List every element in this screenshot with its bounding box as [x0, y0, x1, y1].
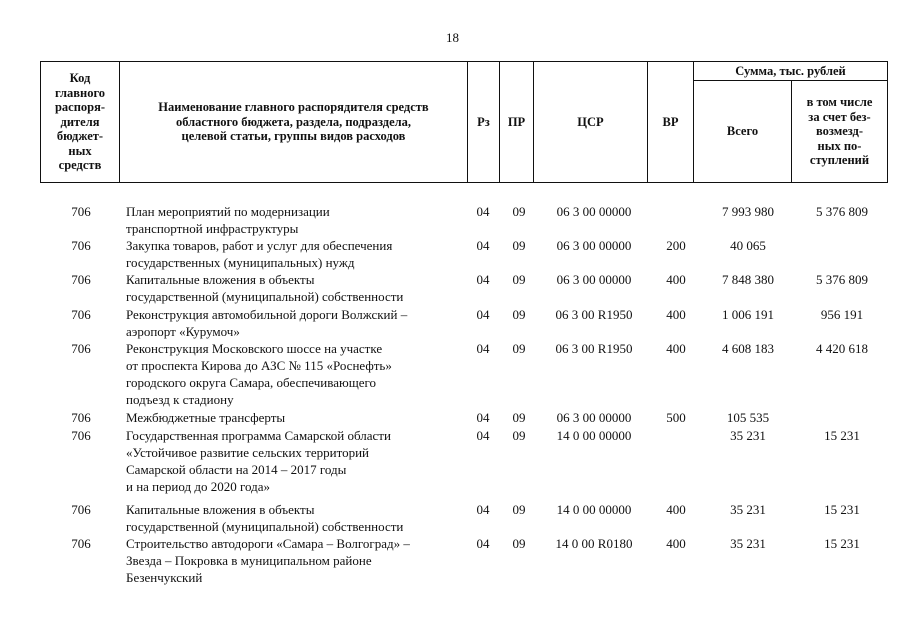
header-name-line: областного бюджета, раздела, подраздела, — [175, 114, 412, 129]
cell-code: 706 — [71, 272, 91, 287]
cell-csr: 06 3 00 R1950 — [555, 307, 633, 322]
cell-name-line: Строительство автодороги «Самара – Волгоград» – — [126, 536, 410, 551]
cell-vr: 500 — [666, 410, 686, 425]
cell-csr: 06 3 00 00000 — [556, 410, 632, 425]
cell-free: 5 376 809 — [816, 272, 868, 287]
cell-rz: 04 — [476, 204, 490, 219]
table-row — [40, 306, 887, 340]
cell-name-line: Межбюджетные трансферты — [126, 410, 286, 425]
cell-name — [126, 340, 466, 408]
cell-name-line: «Устойчивое развитие сельских территорий — [126, 445, 370, 460]
header-name-line: целевой статьи, группы видов расходов — [181, 129, 406, 144]
cell-vr: 400 — [666, 536, 686, 551]
cell-code: 706 — [71, 238, 91, 253]
cell-name-line: Закупка товаров, работ и услуг для обеспечения — [126, 238, 393, 253]
cell-pr: 09 — [512, 204, 526, 219]
cell-free: 4 420 618 — [816, 341, 868, 356]
table-row — [40, 271, 887, 306]
header-sum-title: Сумма, тыс. рублей — [694, 62, 888, 81]
header-free-line: за счет без- — [808, 109, 871, 124]
cell-rz: 04 — [476, 238, 490, 253]
header-code — [41, 62, 120, 183]
cell-name-line: Реконструкция Московского шоссе на участке — [126, 341, 383, 356]
cell-code: 706 — [71, 428, 91, 443]
cell-free: 15 231 — [824, 502, 860, 517]
header-rz: Рз — [468, 62, 500, 183]
cell-pr: 09 — [512, 272, 526, 287]
cell-name-line: Капитальные вложения в объекты — [126, 272, 315, 287]
cell-pr: 09 — [512, 341, 526, 356]
cell-name-line: государственных (муниципальных) нужд — [126, 255, 355, 270]
cell-name-line: городского округа Самара, обеспечивающего — [126, 375, 376, 390]
cell-total: 35 231 — [730, 502, 766, 517]
cell-free: 956 191 — [820, 307, 864, 322]
cell-rz: 04 — [476, 536, 490, 551]
cell-free: 15 231 — [824, 428, 860, 443]
header-free-line: возмезд- — [815, 124, 864, 139]
header-csr: ЦСР — [534, 62, 648, 183]
cell-name-line: Звезда – Покровка в муниципальном районе — [126, 553, 372, 568]
cell-name-line: государственной (муниципальной) собственности — [126, 289, 404, 304]
cell-name-line: подъезд к стадиону — [126, 392, 234, 407]
cell-name-line: аэропорт «Курумоч» — [126, 324, 240, 339]
cell-code: 706 — [71, 341, 91, 356]
cell-csr: 06 3 00 00000 — [556, 204, 632, 219]
cell-pr: 09 — [512, 410, 526, 425]
cell-name — [126, 501, 466, 535]
cell-pr: 09 — [512, 307, 526, 322]
header-code-line: ных — [68, 143, 92, 158]
cell-total: 35 231 — [730, 536, 766, 551]
cell-free: 5 376 809 — [816, 204, 868, 219]
cell-rz: 04 — [476, 428, 490, 443]
cell-name — [126, 409, 466, 426]
cell-total: 40 065 — [730, 238, 766, 253]
table-body — [40, 203, 887, 587]
header-code-line: дителя — [60, 114, 100, 129]
table-row — [40, 203, 887, 237]
header-pr: ПР — [500, 62, 534, 183]
cell-pr: 09 — [512, 238, 526, 253]
cell-csr: 14 0 00 00000 — [556, 428, 632, 443]
cell-rz: 04 — [476, 502, 490, 517]
cell-rz: 04 — [476, 341, 490, 356]
header-code-line: Код — [69, 71, 91, 86]
cell-code: 706 — [71, 536, 91, 551]
cell-name — [126, 535, 466, 586]
header-code-line: главного — [54, 85, 106, 100]
header-name-line: Наименование главного распорядителя средств — [158, 100, 429, 115]
cell-name-line: и на период до 2020 года» — [126, 479, 270, 494]
cell-name-line: Государственная программа Самарской области — [126, 428, 391, 443]
cell-code: 706 — [71, 204, 91, 219]
header-free-line: ных по- — [817, 138, 862, 153]
header-vr: ВР — [648, 62, 694, 183]
cell-name-line: от проспекта Кирова до АЗС № 115 «Роснефть» — [126, 358, 392, 373]
cell-name-line: Капитальные вложения в объекты — [126, 502, 315, 517]
header-free-line: ступлений — [809, 153, 870, 168]
header-total: Всего — [694, 81, 792, 183]
cell-csr: 14 0 00 00000 — [556, 502, 632, 517]
header-name — [120, 62, 468, 183]
table-row — [40, 340, 887, 409]
page-number: 18 — [446, 30, 459, 45]
header-code-line: распоря- — [54, 100, 106, 115]
cell-total: 35 231 — [730, 428, 766, 443]
header-free — [792, 81, 888, 183]
cell-vr: 400 — [666, 341, 686, 356]
cell-total: 7 993 980 — [722, 204, 774, 219]
cell-free: 15 231 — [824, 536, 860, 551]
table-row — [40, 535, 887, 587]
cell-csr: 14 0 00 R0180 — [555, 536, 633, 551]
table-row — [40, 501, 887, 535]
table-header — [40, 61, 888, 183]
table-row — [40, 409, 887, 427]
table-row — [40, 427, 887, 501]
cell-name — [126, 203, 466, 237]
cell-name-line: транспортной инфраструктуры — [126, 221, 299, 236]
cell-vr: 400 — [666, 307, 686, 322]
cell-pr: 09 — [512, 428, 526, 443]
header-free-line: в том числе — [806, 95, 873, 110]
cell-total: 7 848 380 — [722, 272, 774, 287]
cell-name-line: План мероприятий по модернизации — [126, 204, 330, 219]
cell-csr: 06 3 00 00000 — [556, 238, 632, 253]
cell-name-line: Реконструкция автомобильной дороги Волжский – — [126, 307, 408, 322]
cell-name — [126, 427, 466, 495]
header-code-line: средств — [58, 158, 102, 173]
cell-code: 706 — [71, 502, 91, 517]
cell-name-line: Самарской области на 2014 – 2017 годы — [126, 462, 347, 477]
cell-vr: 200 — [666, 238, 686, 253]
cell-total: 1 006 191 — [722, 307, 774, 322]
cell-name-line: государственной (муниципальной) собственности — [126, 519, 404, 534]
cell-csr: 06 3 00 R1950 — [555, 341, 633, 356]
cell-rz: 04 — [476, 307, 490, 322]
cell-pr: 09 — [512, 536, 526, 551]
cell-name — [126, 237, 466, 271]
cell-name — [126, 271, 466, 305]
cell-total: 105 535 — [726, 410, 770, 425]
cell-rz: 04 — [476, 410, 490, 425]
table-row — [40, 237, 887, 271]
cell-pr: 09 — [512, 502, 526, 517]
cell-rz: 04 — [476, 272, 490, 287]
cell-code: 706 — [71, 410, 91, 425]
cell-vr: 400 — [666, 502, 686, 517]
cell-csr: 06 3 00 00000 — [556, 272, 632, 287]
cell-name — [126, 306, 466, 340]
cell-code: 706 — [71, 307, 91, 322]
cell-name-line: Безенчукский — [126, 570, 203, 585]
cell-vr: 400 — [666, 272, 686, 287]
header-code-line: бюджет- — [56, 129, 104, 144]
cell-total: 4 608 183 — [722, 341, 774, 356]
